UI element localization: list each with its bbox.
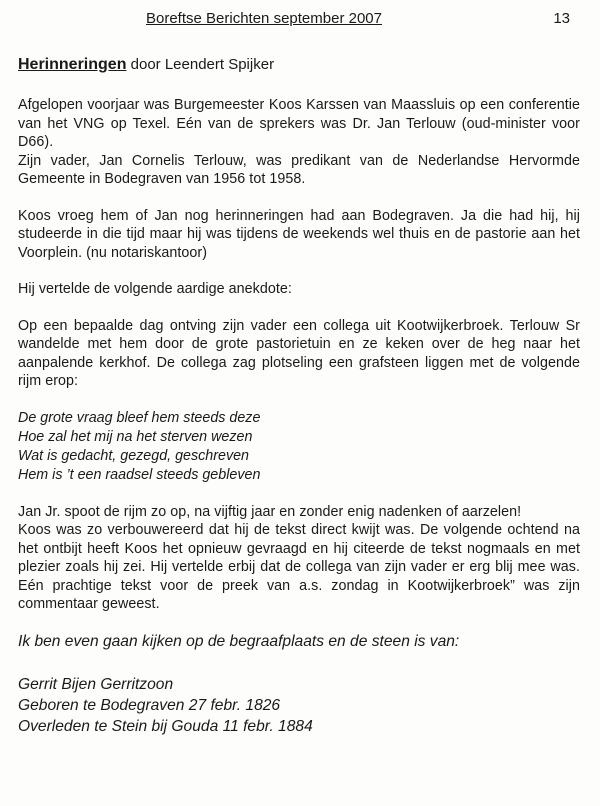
page-header: [18, 10, 582, 32]
paragraph-1b: Zijn vader, Jan Cornelis Terlouw, was predikant van de Nederlandse Hervormde Gemeente in Bodegraven van 1956 tot 1958.: [18, 152, 580, 187]
paragraph-2: Koos vroeg hem of Jan nog herinneringen had aan Bodegraven. Ja die had hij, hij studeerde in die tijd maar hij was tijdens de weekends wel thuis en de pastorie aan het Voorplein. (nu notariskantoor): [18, 207, 580, 261]
grave-inscription: [18, 674, 580, 737]
article-byline: door Leendert Spijker: [130, 56, 275, 73]
grave-name: Gerrit Bijen Gerritzoon: [18, 675, 174, 693]
poem: [18, 409, 580, 485]
paragraph-4: Op een bepaalde dag ontving zijn vader een collega uit Kootwijkerbroek. Terlouw Sr wandelde met hem door de grote pastorietuin en ze keken over de heg naar het aanpalende kerkhof. De collega zag plotseling een grafsteen liggen met de volgende rijm erop:: [18, 317, 580, 389]
poem-line: Hem is ’t een raadsel steeds gebleven: [18, 466, 261, 483]
closing-line: Ik ben even gaan kijken op de begraafplaats en de steen is van:: [18, 632, 460, 650]
poem-line: Hoe zal het mij na het sterven wezen: [18, 428, 253, 445]
header-title: Boreftse Berichten september 2007: [146, 10, 382, 27]
paragraph-1: Afgelopen voorjaar was Burgemeester Koos Karssen van Maassluis op een conferentie van het VNG op Texel. Eén van de sprekers was Dr. Jan Terlouw (oud-minister voor D66).: [18, 97, 580, 150]
poem-line: Wat is gedacht, gezegd, geschreven: [18, 447, 250, 464]
page-number: 13: [553, 10, 570, 27]
grave-died: Overleden te Stein bij Gouda 11 febr. 1884: [18, 717, 313, 735]
poem-line: De grote vraag bleef hem steeds deze: [18, 409, 261, 426]
paragraph-6: Koos was zo verbouwereerd dat hij de tekst direct kwijt was. De volgende ochtend na het ontbijt heeft Koos het opnieuw gevraagd en hij citeerde de tekst nogmaals en met plezier zoals hij zei. Hij vertelde erbij dat de collega van zijn vader er erg blij mee was. Eén prachtige tekst voor de preek van a.s. zondag in Kootwijkerbroek” was zijn commentaar geweest.: [18, 522, 580, 612]
paragraph-3: Hij vertelde de volgende aardige anekdote:: [18, 281, 292, 297]
article-heading: Herinneringen: [18, 56, 127, 73]
grave-born: Geboren te Bodegraven 27 febr. 1826: [18, 696, 281, 714]
article-body: [18, 56, 580, 737]
paragraph-5: Jan Jr. spoot de rijm zo op, na vijftig jaar en zonder enig nadenken of aarzelen!: [18, 503, 522, 520]
article-heading-line: [18, 56, 580, 74]
